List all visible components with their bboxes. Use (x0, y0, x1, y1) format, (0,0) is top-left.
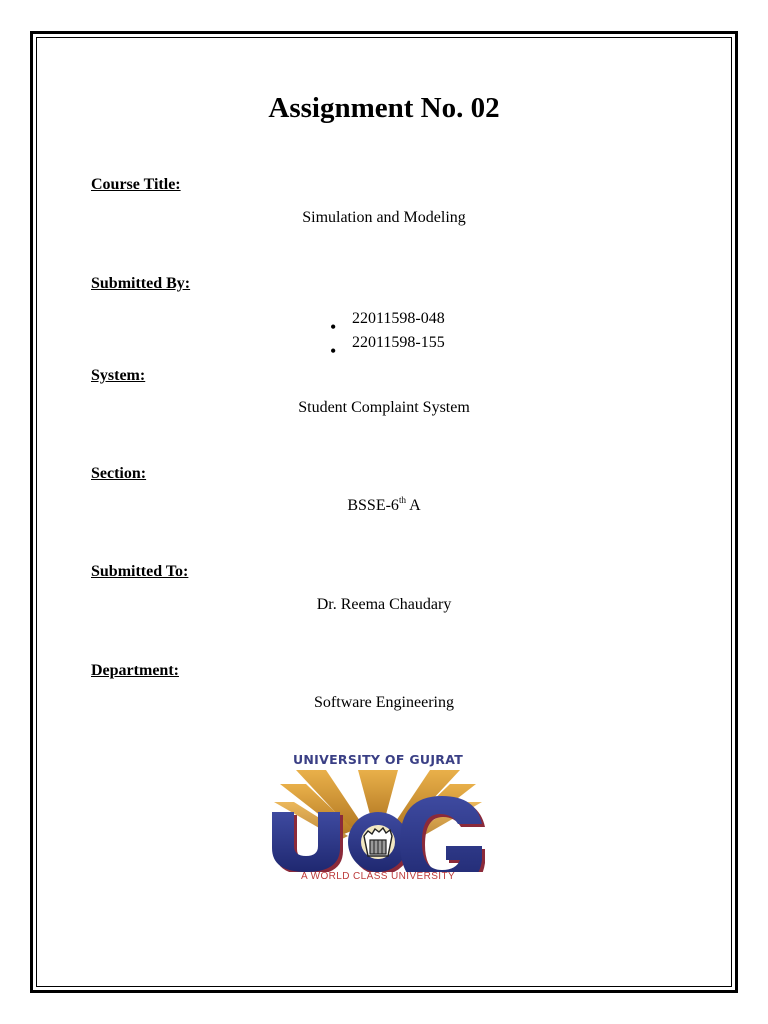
list-item (327, 332, 445, 361)
section-value (0, 497, 768, 515)
submitted-by-list (327, 308, 445, 361)
university-logo (266, 752, 490, 888)
section-value-prefix: BSSE-6 (347, 497, 399, 514)
section-label: Section: (91, 465, 147, 482)
list-item (327, 308, 445, 337)
submitted-by-label: Submitted By: (91, 275, 191, 292)
student-id: 22011598-048 (352, 310, 445, 327)
submitted-to-label: Submitted To: (91, 563, 189, 580)
bullet-icon: • (330, 341, 337, 361)
system-value: Student Complaint System (298, 399, 470, 416)
submitted-to-value: Dr. Reema Chaudary (316, 596, 452, 613)
course-title-value: Simulation and Modeling (302, 209, 466, 226)
page-title: Assignment No. 02 (268, 92, 500, 124)
student-id: 22011598-155 (352, 334, 445, 351)
department-value: Software Engineering (314, 694, 454, 711)
logo-bottom-text: A WORLD CLASS UNIVERSITY (300, 871, 456, 882)
section-value-sup: th (398, 495, 406, 505)
system-label: System: (91, 367, 146, 384)
section-value-suffix: A (405, 497, 421, 514)
logo-top-text: UNIVERSITY OF GUJRAT (292, 752, 464, 767)
uog-emblem-icon (266, 768, 490, 872)
bullet-icon: • (330, 317, 337, 337)
department-label: Department: (91, 662, 179, 679)
course-title-label: Course Title: (91, 176, 181, 193)
